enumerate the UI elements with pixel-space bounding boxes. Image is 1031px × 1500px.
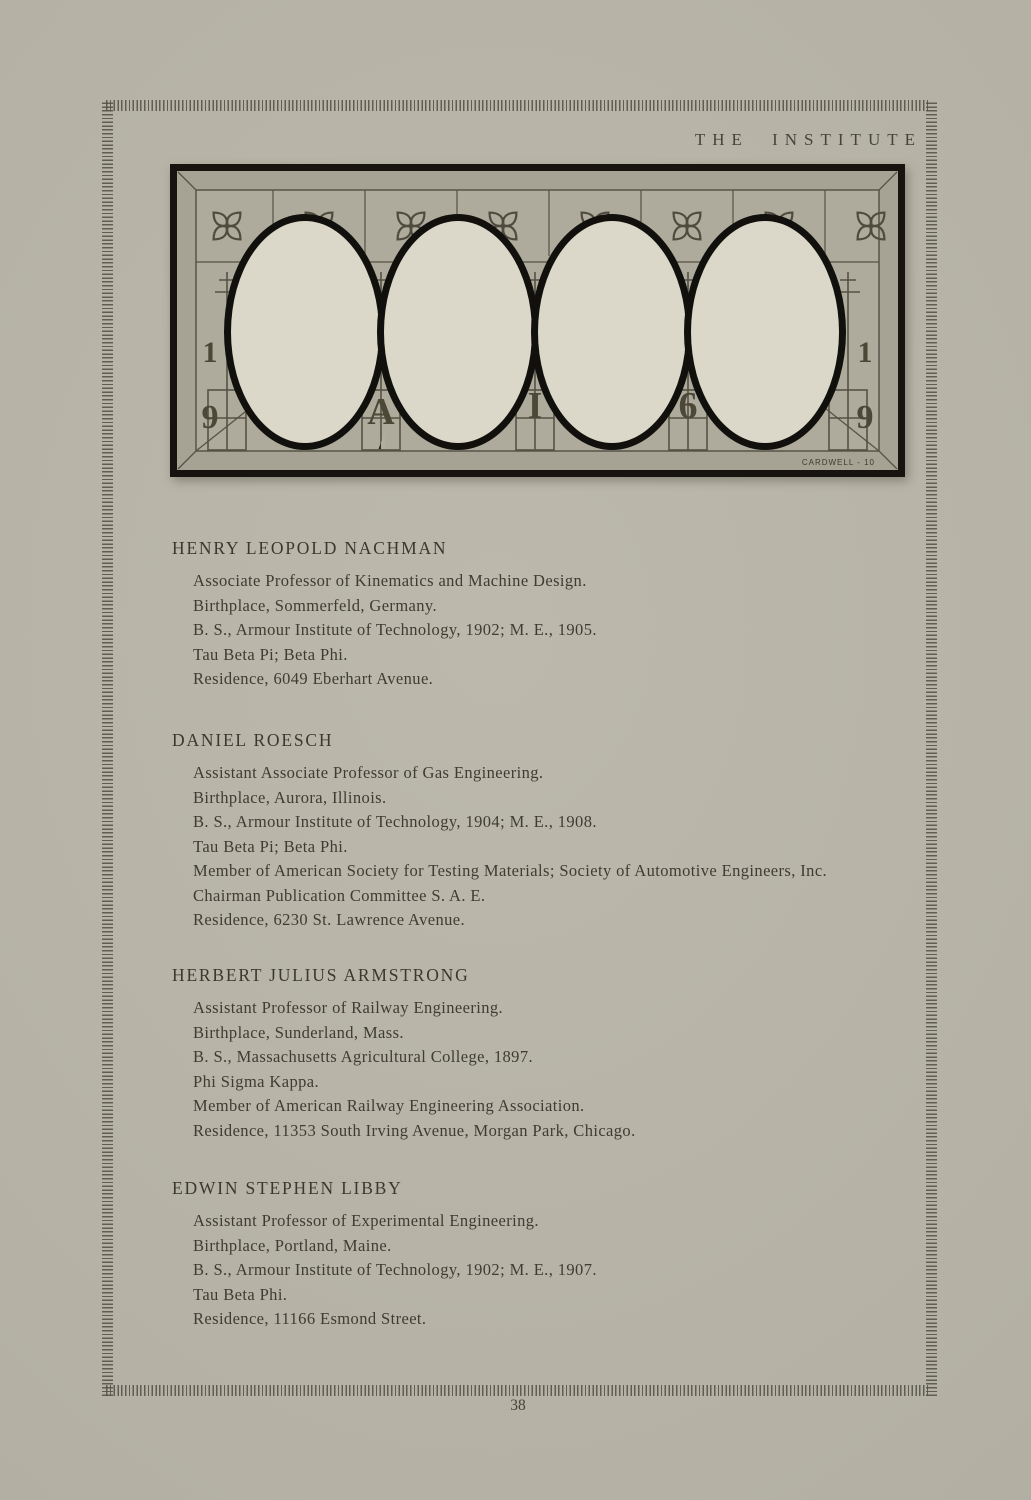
faculty-details [193, 569, 952, 692]
entry-detail-line: Residence, 11166 Esmond Street. [193, 1309, 427, 1328]
entry-detail-line: Tau Beta Pi; Beta Phi. [193, 644, 348, 664]
portrait-oval-1 [224, 214, 386, 450]
entry-detail-line: Birthplace, Portland, Maine. [193, 1235, 392, 1255]
entry-detail-line: Residence, 11353 South Irving Avenue, Morgan Park, Chicago. [193, 1120, 636, 1140]
entry-detail-line: Chairman Publication Committee S. A. E. [193, 885, 486, 905]
entry-detail-line: Assistant Professor of Railway Engineering. [193, 998, 504, 1017]
glyph-left-top: 1 [202, 336, 218, 369]
entry-detail-line: Birthplace, Aurora, Illinois. [193, 787, 387, 807]
entry-detail-line: Member of American Railway Engineering Association. [193, 1096, 585, 1115]
faculty-entry [172, 730, 952, 933]
faculty-name: HERBERT JULIUS ARMSTRONG [172, 965, 470, 985]
entry-detail-line: Tau Beta Pi; Beta Phi. [193, 836, 348, 856]
glyph-right-top: 1 [857, 336, 873, 369]
entry-detail-line: Assistant Associate Professor of Gas Engineering. [193, 763, 544, 782]
entry-detail-line: Assistant Professor of Experimental Engineering. [193, 1211, 539, 1230]
entry-detail-line: Phi Sigma Kappa. [193, 1071, 320, 1091]
glyph-gap3: 6 [678, 385, 698, 427]
entry-detail-line: Residence, 6049 Eberhart Avenue. [193, 669, 434, 688]
glyph-gap2: I [527, 385, 543, 427]
faculty-entry [172, 538, 952, 692]
glyph-gap1: A [367, 391, 395, 433]
running-header: THE INSTITUTE [694, 130, 922, 149]
entry-detail-line: Birthplace, Sunderland, Mass. [193, 1022, 404, 1042]
entry-detail-line: Birthplace, Sommerfeld, Germany. [193, 595, 438, 615]
entry-detail-line: Residence, 6230 St. Lawrence Avenue. [193, 910, 466, 929]
entry-detail-line: B. S., Armour Institute of Technology, 1904; M. E., 1908. [193, 812, 597, 831]
photo-plate-graphic [170, 164, 905, 477]
page-border-top [106, 100, 930, 111]
faculty-details [193, 761, 952, 933]
faculty-details [193, 1209, 952, 1332]
entry-detail-line: Associate Professor of Kinematics and Machine Design. [193, 571, 587, 590]
glyph-left-bottom: 9 [201, 399, 219, 436]
portrait-oval-4 [684, 214, 846, 450]
entry-detail-line: Member of American Society for Testing Materials; Society of Automotive Engineers, Inc. [193, 861, 828, 880]
faculty-photo-plate [170, 164, 905, 477]
faculty-entry [172, 965, 952, 1143]
page-number: 38 [510, 1397, 526, 1414]
glyph-right-bottom: 9 [856, 399, 874, 436]
plate-artist-signature: CARDWELL - 10 [801, 458, 875, 467]
entry-detail-line: Tau Beta Phi. [193, 1284, 288, 1304]
page-border-bottom [106, 1385, 930, 1396]
entry-detail-line: B. S., Armour Institute of Technology, 1902; M. E., 1907. [193, 1260, 597, 1279]
faculty-entry [172, 1178, 952, 1332]
portrait-oval-2 [377, 214, 539, 450]
entry-detail-line: B. S., Massachusetts Agricultural College, 1897. [193, 1047, 533, 1066]
entry-detail-line: B. S., Armour Institute of Technology, 1902; M. E., 1905. [193, 620, 597, 639]
faculty-details [193, 996, 952, 1143]
portrait-oval-3 [531, 214, 693, 450]
faculty-name: HENRY LEOPOLD NACHMAN [172, 538, 448, 558]
faculty-name: DANIEL ROESCH [172, 730, 334, 750]
faculty-name: EDWIN STEPHEN LIBBY [172, 1178, 403, 1198]
page-border-left [102, 100, 113, 1396]
